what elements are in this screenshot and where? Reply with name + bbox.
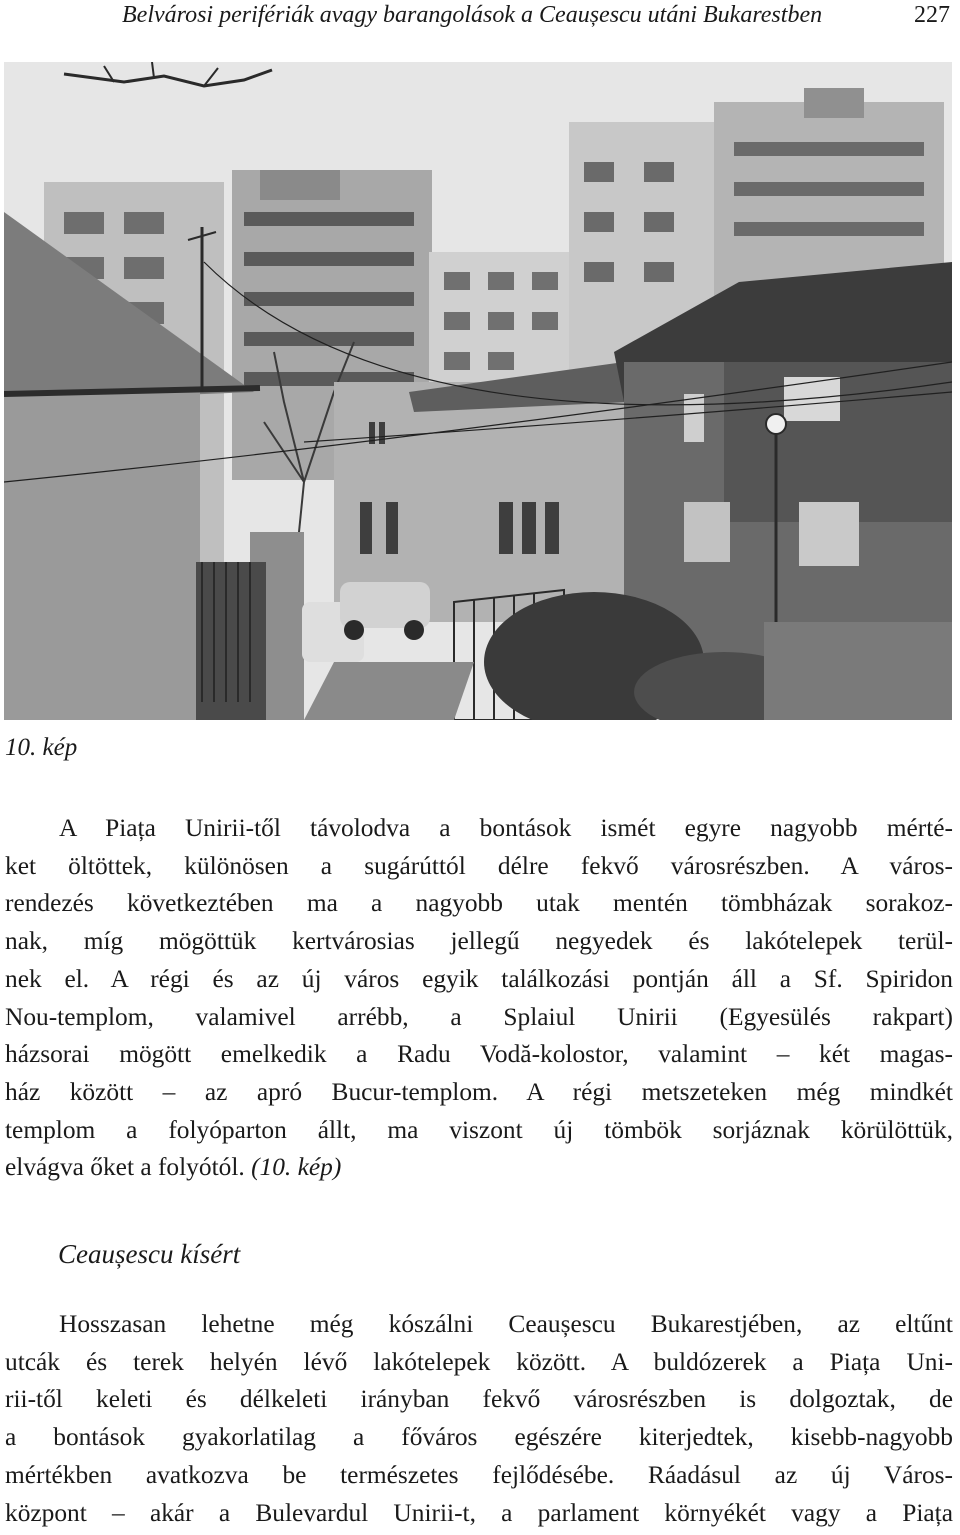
paragraph-line: rii-től keleti és délkeleti irányban fekvő városrészben is dolgoztak, de (5, 1385, 953, 1414)
paragraph-line: mértékben avatkozva be természetes fejlődésébe. Ráadásul az új Város- (5, 1460, 953, 1489)
paragraph-1 (5, 810, 953, 1187)
street-photo-illustration (4, 62, 952, 720)
paragraph-line: ház között – az apró Bucur-templom. A régi metszeteken még mindkét (5, 1077, 953, 1106)
paragraph-line: a bontások gyakorlatilag a főváros egészére kiterjedtek, kisebb-nagyobb (5, 1423, 953, 1452)
street-photo (4, 62, 952, 720)
paragraph-line: házsorai mögött emelkedik a Radu Vodă-kolostor, valamint – két magas- (5, 1040, 953, 1069)
paragraph-line-text: elvágva őket a folyótól. (5, 1153, 252, 1182)
paragraph-line: rendezés következtében ma a nagyobb utak mentén tömbházak sorakoz- (5, 889, 953, 918)
paragraph-line: A Piața Unirii-től távolodva a bontások ismét egyre nagyobb mérté- (59, 814, 953, 842)
paragraph-line: Nou-templom, valamivel arrébb, a Splaiul Unirii (Egyesülés rakpart) (5, 1002, 953, 1031)
paragraph-line: Hosszasan lehetne még kószálni Ceaușescu Bukarestjében, az eltűnt (59, 1310, 953, 1338)
section-title: Ceaușescu kísért (58, 1239, 241, 1269)
paragraph-line: ket öltöttek, különösen a sugárúttól délre fekvő városrészben. A város- (5, 851, 953, 880)
paragraph-line: templom a folyóparton állt, ma viszont új tömbök sorjáznak körülöttük, (5, 1115, 953, 1144)
paragraph-2 (5, 1306, 953, 1532)
paragraph-last-line (5, 1149, 953, 1187)
figure-reference: (10. kép) (251, 1153, 342, 1182)
paragraph-line: központ – akár a Bulevardul Unirii-t, a parlament környékét vagy a Piața (5, 1498, 953, 1527)
figure-caption: 10. kép (5, 734, 78, 761)
paragraph-line: nek el. A régi és az új város egyik találkozási pontján áll a Sf. Spiridon (5, 964, 953, 993)
running-head (0, 0, 960, 40)
paragraph-line: nak, míg mögöttük kertvárosias jellegű negyedek és lakótelepek terül- (5, 927, 953, 956)
paragraph-line: utcák és terek helyén lévő lakótelepek között. A buldózerek a Piața Uni- (5, 1347, 953, 1376)
page-number: 227 (914, 2, 950, 28)
running-head-title: Belvárosi perifériák avagy barangolások a Ceaușescu utáni Bukarestben (122, 2, 823, 28)
